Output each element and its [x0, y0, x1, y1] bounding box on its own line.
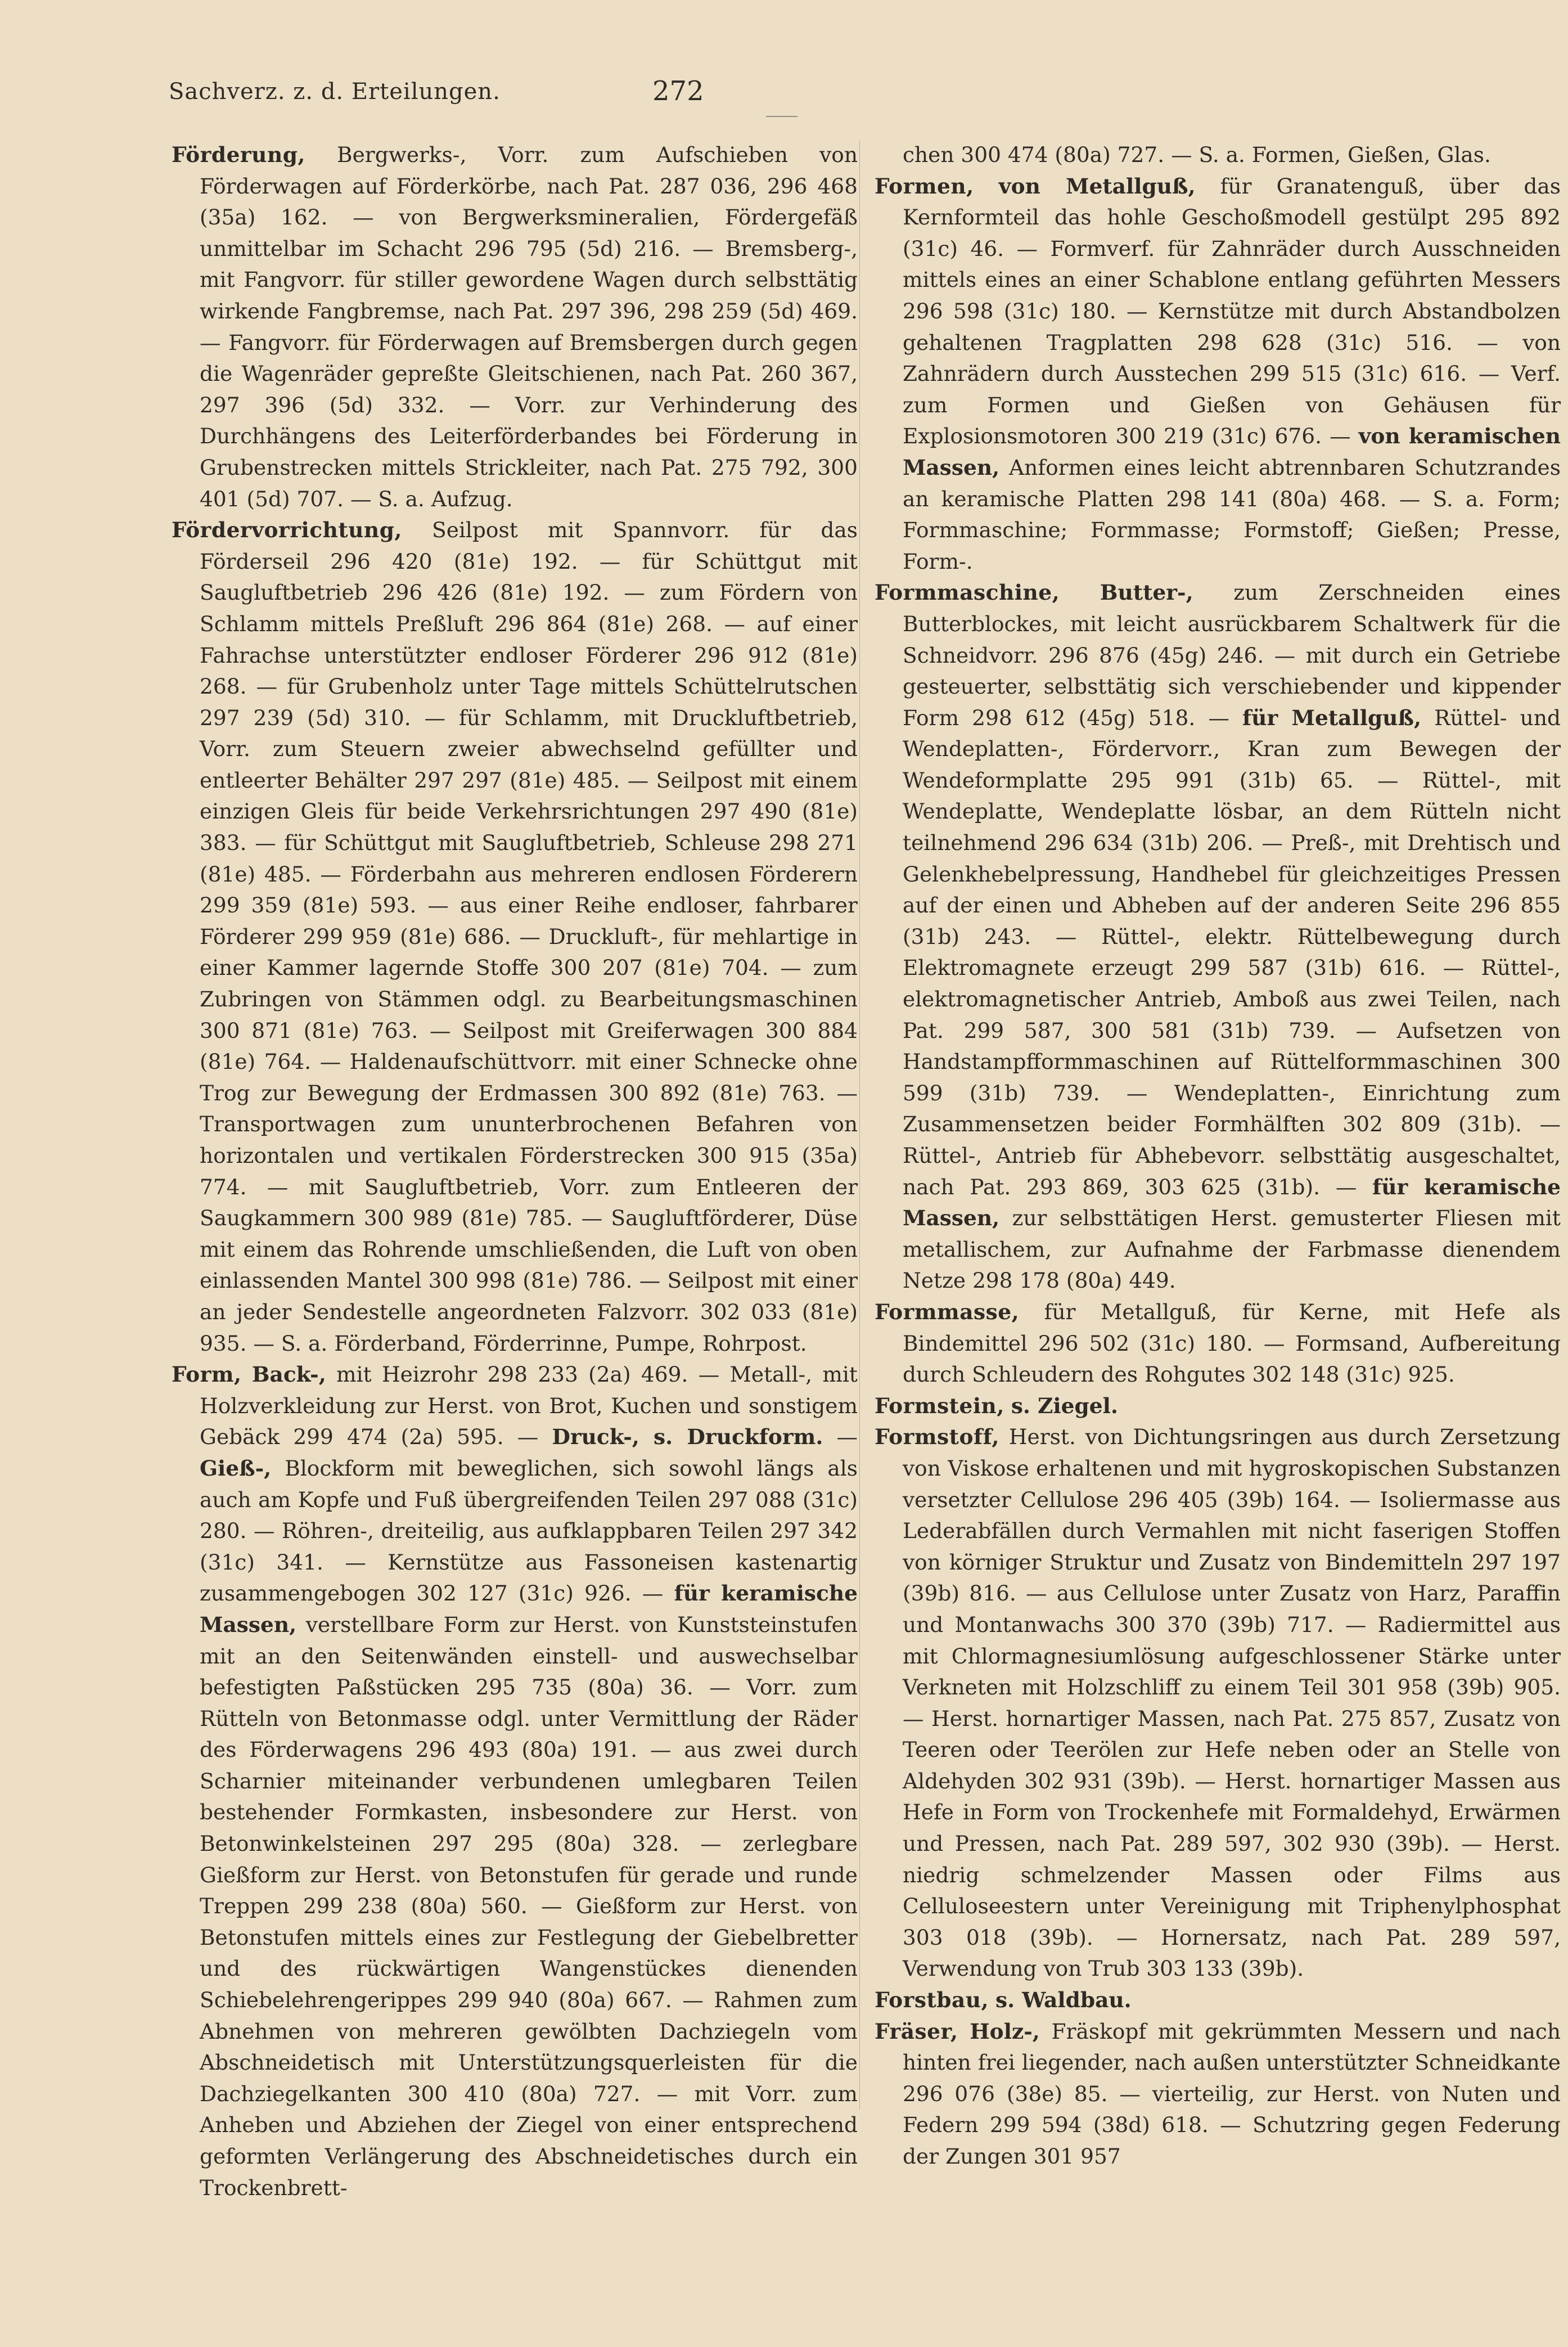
entry-text: verstellbare Form zur Herst. von Kunststeinstufen mit an den Seitenwänden einstell- und auswechselbar befestigten Paßstücken 295 735 (80a) 36. — Vorr. zum Rütteln von Betonmasse odgl. unter Vermittlung der Räder des Förderwagens 296 493 (80a) 191. — aus zwei durch Scharnier miteinander verbundenen umlegbaren Teilen bestehender Formkasten, insbesondere zur Herst. von Betonwinkelsteinen 297 295 (80a) 328. — zerlegbare Gießform zur Herst. von Betonstufen für gerade und runde Treppen 299 238 (80a) 560. — Gießform zur Herst. von Betonstufen mittels eines zur Festlegung der Giebelbretter und des rückwärtigen Wangenstückes dienenden Schiebelehrengerippes 299 940 (80a) 667. — Rahmen zum Abnehmen von mehreren gewölbten Dachziegeln vom Abschneidetisch mit Unterstützungsquerleisten für die Dachziegelkanten 300 410 (80a) 727. — mit Vorr. zum Anheben und Abziehen der Ziegel von einer entsprechend geformten Verlängerung des Abschneidetisches durch ein Trockenbrett- [200, 1612, 858, 2200]
entry-subheading: Back-, [251, 1362, 326, 1387]
entry-text: Fräskopf mit gekrümmten Messern und nach hinten frei liegender, nach außen unterstützter Schneidkante 296 076 (38e) 85. — vierteilig, zur Herst. von Nuten und Federn 299 594 (38d) 618. — Schutzring gegen Federung der Zungen 301 957 [903, 2018, 1561, 2169]
running-title: Sachverz. z. d. Erteilungen. [169, 79, 501, 105]
page-header [169, 75, 1462, 113]
index-entry [172, 515, 858, 1359]
left-column [172, 140, 858, 2204]
header-rule [766, 116, 797, 117]
entry-text: mit Heizrohr 298 233 (2a) 469. — Metall-, mit Holzverkleidung zur Herst. von Brot, Kuchen und sonstigem Gebäck 299 474 (2a) 595. — [200, 1362, 858, 1450]
entry-text: Rüttel- und Wendeplatten-, Fördervorr., Kran zum Bewegen der Wendeformplatte 295 991 (31b) 65. — Rüttel-, mit Wendeplatte, Wendeplatte lösbar, an dem Rütteln nicht teilnehmend 296 634 (31b) 206. — Preß-, mit Drehtisch und Gelenkhebelpressung, Handhebel für gleichzeitiges Pressen auf der einen und Abheben auf der anderen Seite 296 855 (31b) 243. — Rüttel-, elektr. Rüttelbewegung durch Elektromagnete erzeugt 299 587 (31b) 616. — Rüttel-, elektromagnetischer Antrieb, Amboß aus zwei Teilen, nach Pat. 299 587, 300 581 (31b) 739. — Aufsetzen von Handstampfformmaschinen auf Rüttelformmaschinen 300 599 (31b) 739. — Wendeplatten-, Einrichtung zum Zusammensetzen beider Formhälften 302 809 (31b). — Rüttel-, Antrieb für Abhebevorr. selbsttätig ausgeschaltet, nach Pat. 293 869, 303 625 (31b). — [903, 705, 1561, 1199]
entry-headword: Fräser, [875, 2018, 958, 2044]
entry-headword: Formmaschine, [875, 580, 1060, 605]
entry-subheading: Holz-, [970, 2018, 1040, 2044]
index-entry [875, 2016, 1561, 2173]
entry-subheading: s. Waldbau. [995, 1988, 1132, 2013]
entry-text [989, 1988, 995, 2012]
entry-headword: Fördervorrichtung, [172, 518, 402, 543]
column-divider [859, 141, 860, 2110]
index-entry [875, 171, 1561, 578]
index-entry [875, 140, 1561, 171]
entry-text [1060, 580, 1100, 605]
entry-text: zur selbsttätigen Herst. gemusterter Fliesen mit metallischem, zur Aufnahme der Farbmasse dienendem Netze 298 178 (80a) 449. [903, 1206, 1561, 1293]
entry-text: für Metallguß, für Kerne, mit Hefe als Bindemittel 296 502 (31c) 180. — Formsand, Aufbereitung durch Schleudern des Rohgutes 302 148 (31c) 925. [903, 1299, 1561, 1387]
entry-subheading: von Metallguß, [998, 173, 1196, 199]
entry-text: Blockform mit beweglichen, sich sowohl längs als auch am Kopfe und Fuß übergreifenden Teilen 297 088 (31c) 280. — Röhren-, dreiteilig, aus aufklappbaren Teilen 297 342 (31c) 341. — Kernstütze aus Fassoneisen kastenartig zusammengebogen 302 127 (31c) 926. — [200, 1455, 858, 1606]
index-entry [172, 140, 858, 515]
entry-text [242, 1362, 252, 1387]
entry-subheading: Druck-, s. Druckform. [552, 1424, 823, 1450]
entry-text: für Granatenguß, über das Kernformteil das hohle Geschoßmodell gestülpt 295 892 (31c) 46. — Formverf. für Zahnräder durch Ausschneiden mittels eines an einer Schablone entlang geführten Messers 296 598 (31c) 180. — Kernstütze mit durch Abstandbolzen gehaltenen Tragplatten 298 628 (31c) 516. — von Zahnrädern durch Ausstechen 299 515 (31c) 616. — Verf. zum Formen und Gießen von Gehäusen für Explosionsmotoren 300 219 (31c) 676. — [903, 173, 1561, 449]
entry-text: zum Zerschneiden eines Butterblockes, mit leicht ausrückbarem Schaltwerk für die Schneidvorr. 296 876 (45g) 246. — mit durch ein Getriebe gesteuerter, selbsttätig sich verschiebender und kippender Form 298 612 (45g) 518. — [903, 580, 1561, 730]
entry-subheading: für keramische Massen, [903, 1174, 1561, 1231]
index-entry [875, 577, 1561, 1297]
entry-text: chen 300 474 (80a) 727. — S. a. Formen, Gießen, Glas. [903, 142, 1491, 167]
entry-text: Seilpost mit Spannvorr. für das Förderseil 296 420 (81e) 192. — für Schüttgut mit Saugluftbetrieb 296 426 (81e) 192. — zum Fördern von Schlamm mittels Preßluft 296 864 (81e) 268. — auf einer Fahrachse unterstützter endloser Förderer 296 912 (81e) 268. — für Grubenholz unter Tage mittels Schüttelrutschen 297 239 (5d) 310. — für Schlamm, mit Druckluftbetrieb, Vorr. zum Steuern zweier abwechselnd gefüllter und entleerter Behälter 297 297 (81e) 485. — Seilpost mit einem einzigen Gleis für beide Verkehrsrichtungen 297 490 (81e) 383. — für Schüttgut mit Saugluftbetrieb, Schleuse 298 271 (81e) 485. — Förderbahn aus mehreren endlosen Förderern 299 359 (81e) 593. — aus einer Reihe endloser, fahrbarer Förderer 299 959 (81e) 686. — Druckluft-, für mehlartige in einer Kammer lagernde Stoffe 300 207 (81e) 704. — zum Zubringen von Stämmen odgl. zu Bearbeitungsmaschinen 300 871 (81e) 763. — Seilpost mit Greiferwagen 300 884 (81e) 764. — Haldenaufschüttvorr. mit einer Schnecke ohne Trog zur Bewegung der Erdmassen 300 892 (81e) 763. — Transportwagen zum ununterbrochenen Befahren von horizontalen und vertikalen Förderstrecken 300 915 (35a) 774. — mit Saugluftbetrieb, Vorr. zum Entleeren der Saugkammern 300 989 (81e) 785. — Saugluftförderer, Düse mit einem das Rohrende umschließenden, die Luft von oben einlassenden Mantel 300 998 (81e) 786. — Seilpost mit einer an jeder Sendestelle angeordneten Falzvorr. 302 033 (81e) 935. — S. a. Förderband, Förderrinne, Pumpe, Rohrpost. [200, 518, 858, 1356]
index-entry [875, 1297, 1561, 1391]
entry-headword: Formstoff, [875, 1424, 999, 1450]
index-entry [172, 1359, 858, 2204]
entry-text [974, 174, 999, 199]
entry-subheading: von keramischen Massen, [903, 424, 1561, 480]
entry-headword: Formmasse, [875, 1299, 1020, 1324]
entry-text [1004, 1393, 1011, 1418]
entry-text: Anformen eines leicht abtrennbaren Schutzrandes an keramische Platten 298 141 (80a) 468. — S. a. Form; Formmaschine; Formmasse; Formstoff; Gießen; Presse, Form-. [903, 455, 1561, 574]
right-column [875, 140, 1561, 2173]
entry-subheading: Butter-, [1100, 580, 1193, 605]
index-entry [875, 1422, 1561, 1985]
entry-subheading: für Metallguß, [1242, 705, 1421, 730]
entry-text: — [823, 1424, 858, 1450]
page-number: 272 [652, 75, 704, 107]
index-entry [875, 1985, 1561, 2016]
entry-headword: Form, [172, 1362, 242, 1387]
entry-subheading: Gieß-, [200, 1455, 272, 1481]
entry-headword: Förderung, [172, 142, 305, 167]
entry-headword: Forstbau, [875, 1988, 989, 2013]
entry-subheading: s. Ziegel. [1011, 1393, 1118, 1418]
entry-headword: Formstein, [875, 1393, 1004, 1418]
entry-subheading: für keramische Massen, [200, 1581, 858, 1637]
entry-text [958, 2019, 970, 2044]
index-entry [875, 1391, 1561, 1422]
entry-text: Herst. von Dichtungsringen aus durch Zersetzung von Viskose erhaltenen und mit hygroskopischen Substanzen versetzter Cellulose 296 405 (39b) 164. — Isoliermasse aus Lederabfällen durch Vermahlen mit nicht faserigen Stoffen von körniger Struktur und Zusatz von Bindemitteln 297 197 (39b) 816. — aus Cellulose unter Zusatz von Harz, Paraffin und Montanwachs 300 370 (39b) 717. — Radiermittel aus mit Chlormagnesiumlösung aufgeschlossener Stärke unter Verkneten mit Holzschliff zu einem Teil 301 958 (39b) 905. — Herst. hornartiger Massen, nach Pat. 275 857, Zusatz von Teeren oder Teerölen zur Hefe neben oder an Stelle von Aldehyden 302 931 (39b). — Herst. hornartiger Massen aus Hefe in Form von Trockenhefe mit Formaldehyd, Erwärmen und Pressen, nach Pat. 289 597, 302 930 (39b). — Herst. niedrig schmelzender Massen oder Films aus Celluloseestern unter Vereinigung mit Triphenylphosphat 303 018 (39b). — Hornersatz, nach Pat. 289 597, Verwendung von Trub 303 133 (39b). [903, 1424, 1561, 1981]
entry-text: Bergwerks-, Vorr. zum Aufschieben von Förderwagen auf Förderkörbe, nach Pat. 287 036, 296 468 (35a) 162. — von Bergwerksmineralien, Fördergefäß unmittelbar im Schacht 296 795 (5d) 216. — Bremsberg-, mit Fangvorr. für stiller gewordene Wagen durch selbsttätig wirkende Fangbremse, nach Pat. 297 396, 298 259 (5d) 469. — Fangvorr. für Förderwagen auf Bremsbergen durch gegen die Wagenräder gepreßte Gleitschienen, nach Pat. 260 367, 297 396 (5d) 332. — Vorr. zur Verhinderung des Durchhängens des Leiterförderbandes bei Förderung in Grubenstrecken mittels Strickleiter, nach Pat. 275 792, 300 401 (5d) 707. — S. a. Aufzug. [200, 142, 858, 511]
entry-headword: Formen, [875, 173, 974, 199]
